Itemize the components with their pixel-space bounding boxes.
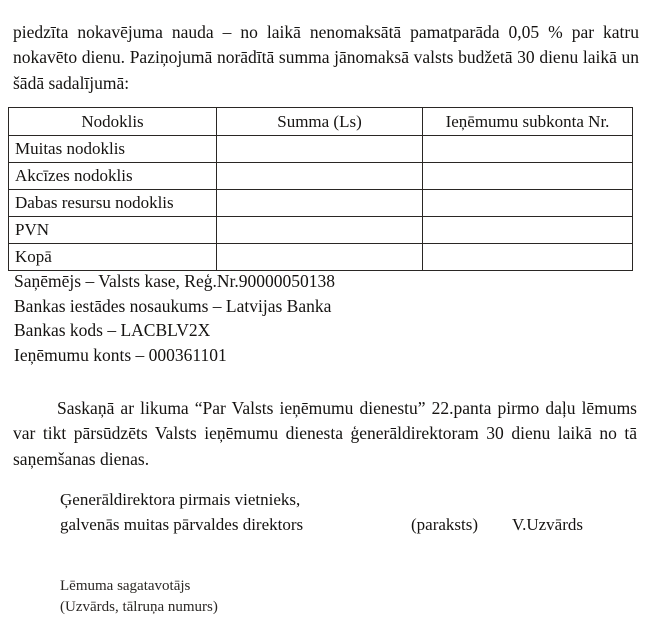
signatory-title-2: galvenās muitas pārvaldes direktors <box>60 515 304 534</box>
bank-name-line: Bankas iestādes nosaukums – Latvijas Banka <box>14 295 332 316</box>
table-cell-summa[interactable] <box>217 190 423 217</box>
table-cell-summa[interactable] <box>217 244 423 271</box>
table-cell-subkonts[interactable] <box>423 244 633 271</box>
column-header-nodoklis: Nodoklis <box>9 108 217 136</box>
table-cell-summa[interactable] <box>217 217 423 244</box>
column-header-subkonta-nr: Ieņēmumu subkonta Nr. <box>423 108 633 136</box>
bank-details-block <box>14 269 335 367</box>
table-cell-subkonts[interactable] <box>423 163 633 190</box>
bank-code-line: Bankas kods – LACBLV2X <box>14 320 211 340</box>
preparer-label: Lēmuma sagatavotājs <box>60 578 191 594</box>
signatory-name: V.Uzvārds <box>512 515 583 534</box>
table-cell-nodoklis: Akcīzes nodoklis <box>9 163 217 190</box>
appeal-paragraph <box>13 396 637 473</box>
tax-breakdown-table <box>8 107 633 271</box>
preparer-block <box>60 576 218 618</box>
table-cell-nodoklis: Muitas nodoklis <box>9 136 217 163</box>
table-cell-summa[interactable] <box>217 136 423 163</box>
signatory-title-line-2 <box>60 512 620 537</box>
recipient-line: Saņēmējs – Valsts kase, Reģ.Nr.90000050138 <box>14 271 335 291</box>
table-row <box>9 217 633 244</box>
intro-paragraph: piedzīta nokavējuma nauda – no laikā nenomaksātā pamatparāda 0,05 % par katru nokavēto dienu. Paziņojumā norādītā summa jānomaksā valsts budžetā 30 dienu laikā un šādā sadalījumā: <box>13 21 639 93</box>
table-cell-nodoklis: Dabas resursu nodoklis <box>9 190 217 217</box>
table-row <box>9 190 633 217</box>
table-cell-subkonts[interactable] <box>423 217 633 244</box>
table-cell-summa[interactable] <box>217 163 423 190</box>
table-cell-subkonts[interactable] <box>423 190 633 217</box>
signatory-title-line-1 <box>60 487 620 512</box>
signature-placeholder: (paraksts) <box>411 515 479 534</box>
signatory-title-1: Ģenerāldirektora pirmais vietnieks, <box>60 490 301 509</box>
table-cell-nodoklis: Kopā <box>9 244 217 271</box>
appeal-paragraph-text: Saskaņā ar likuma “Par Valsts ieņēmumu dienestu” 22.panta pirmo daļu lēmums var tikt pārsūdzēts Valsts ieņēmumu dienesta ģenerāldirektoram 30 dienu laikā no tā saņemšanas dienas. <box>13 397 637 469</box>
table-row-total <box>9 244 633 271</box>
table-row <box>9 163 633 190</box>
account-number-line: Ieņēmumu konts – 000361101 <box>14 344 227 365</box>
table-cell-nodoklis: PVN <box>9 217 217 244</box>
table-cell-subkonts[interactable] <box>423 136 633 163</box>
column-header-summa: Summa (Ls) <box>217 108 423 136</box>
table-row <box>9 136 633 163</box>
table-header-row <box>9 108 633 136</box>
preparer-hint: (Uzvārds, tālruņa numurs) <box>60 599 218 615</box>
signature-block <box>60 487 620 537</box>
